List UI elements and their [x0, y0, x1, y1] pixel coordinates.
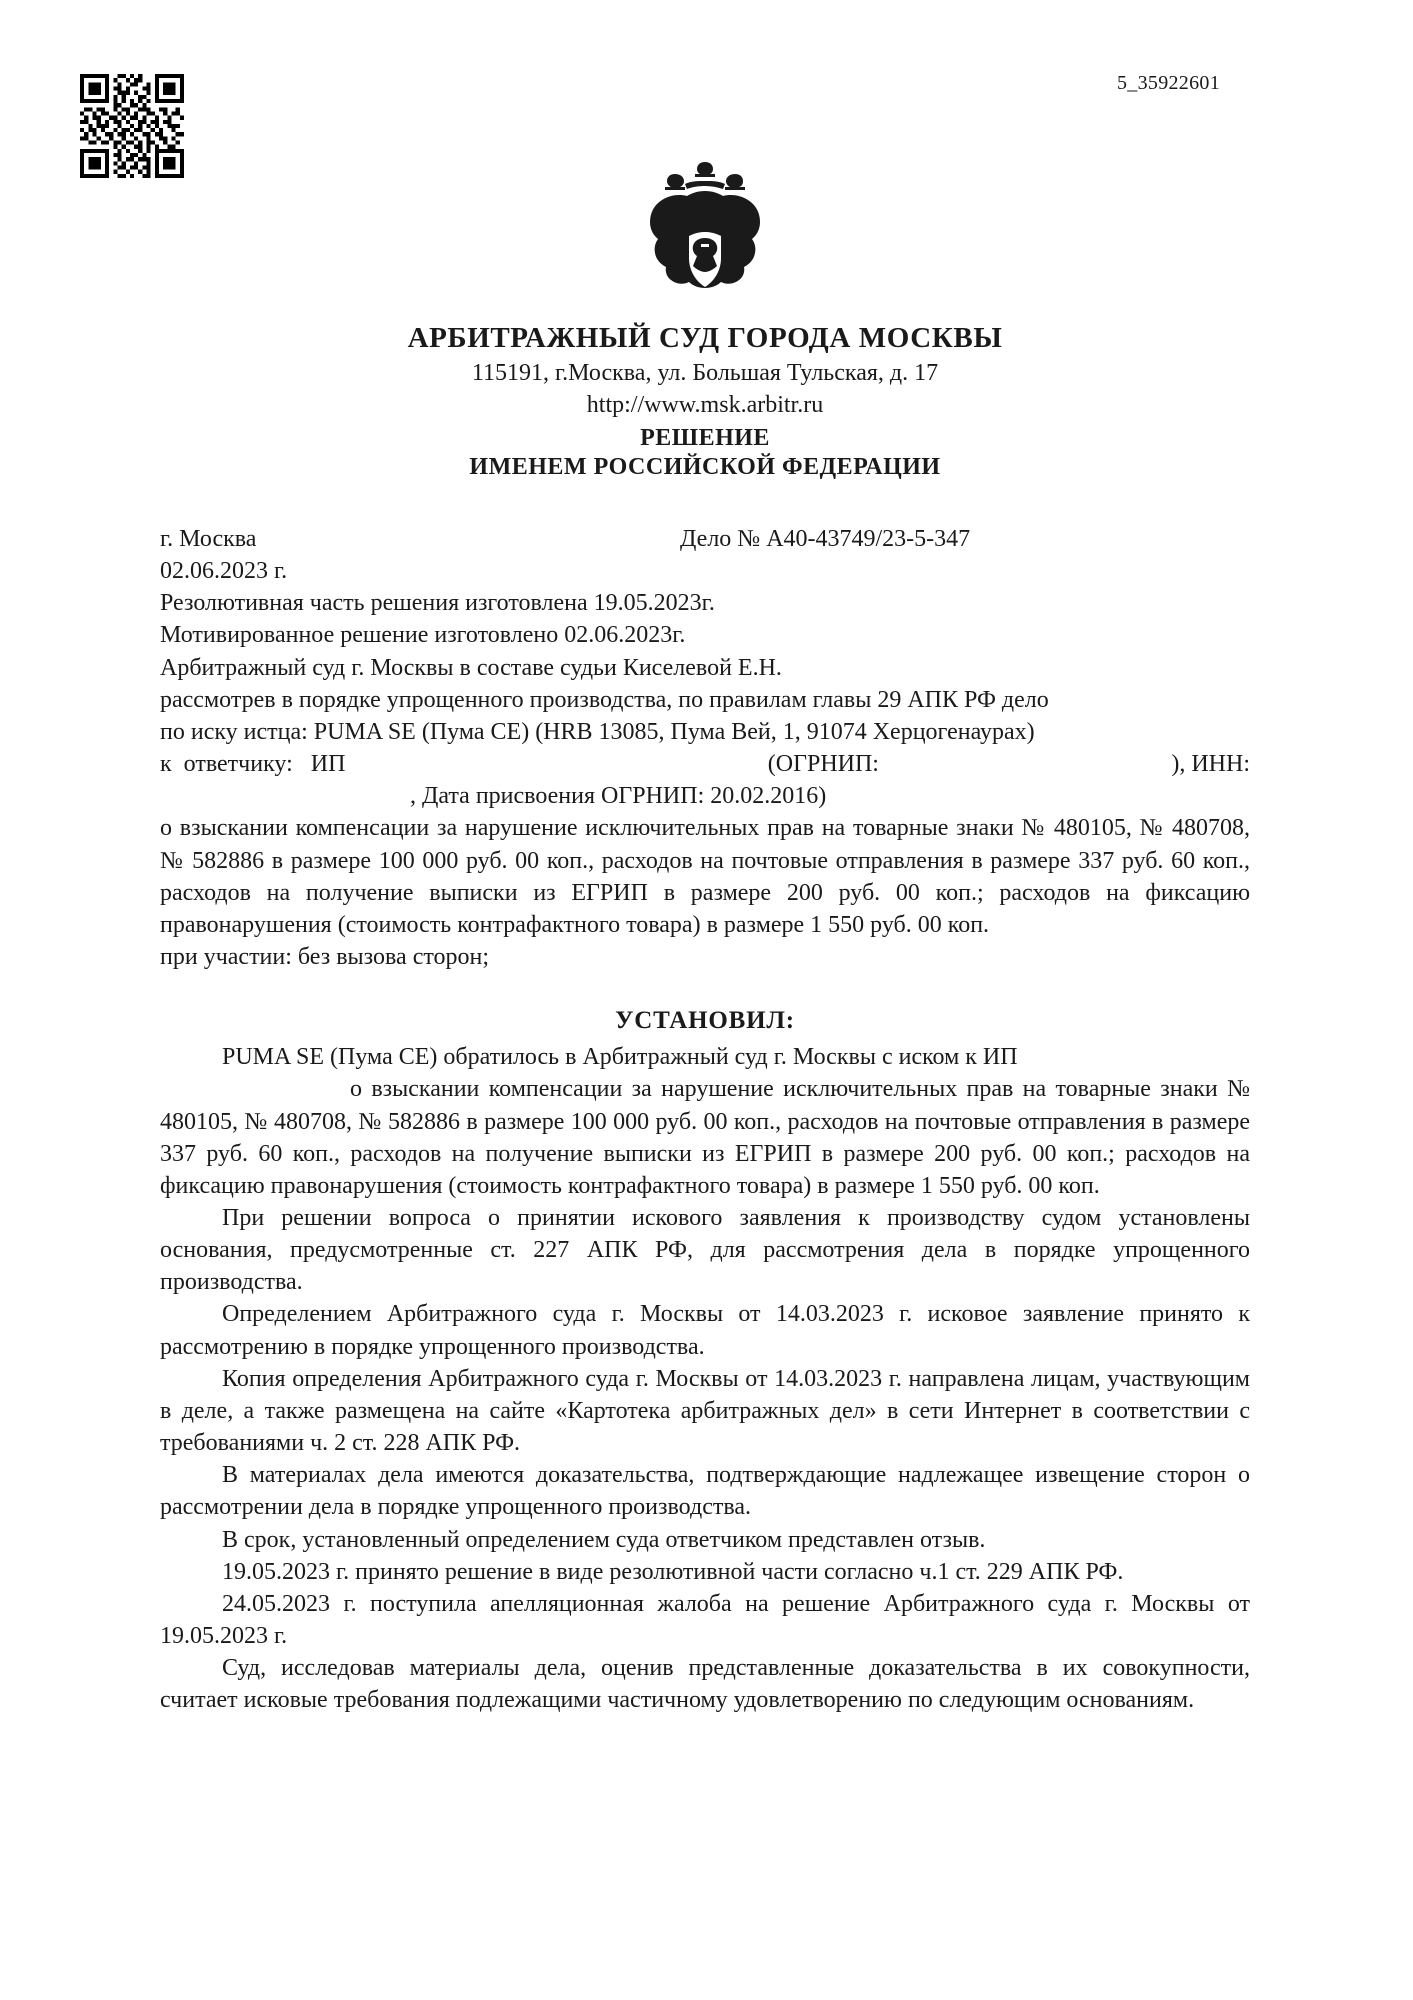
court-address: 115191, г.Москва, ул. Большая Тульская, д. 17	[471, 360, 939, 386]
body-paragraph-3: При решении вопроса о принятии искового заявления к производству судом установлены основания, предусмотренные ст. 227 АПК РФ, для рассмотрения дела в порядке упрощенного производства.	[160, 1204, 1250, 1296]
court-name: АРБИТРАЖНЫЙ СУД ГОРОДА МОСКВЫ	[407, 322, 1003, 354]
respondent-inn-label: ), ИНН:	[1171, 751, 1250, 778]
document-id: 5_35922601	[1117, 72, 1220, 94]
court-composition: Арбитражный суд г. Москвы в составе судьи Киселевой Е.Н.	[160, 654, 782, 681]
document-type: РЕШЕНИЕ	[640, 425, 770, 451]
coat-of-arms-icon	[642, 158, 768, 310]
section-title-ustanovil: УСТАНОВИЛ:	[615, 1007, 795, 1035]
case-number: Дело № А40-43749/23-5-347	[680, 526, 971, 552]
body-paragraph-10: Суд, исследовав материалы дела, оценив представленные доказательства в их совокупности, считает исковые требования подлежащими частичному удовлетворению по следующим основаниям.	[160, 1655, 1250, 1714]
procedure-line: рассмотрев в порядке упрощенного производства, по правилам главы 29 АПК РФ дело	[160, 686, 1049, 713]
participation-line: при участии: без вызова сторон;	[160, 944, 490, 971]
body-paragraph-4: Определением Арбитражного суда г. Москвы от 14.03.2023 г. исковое заявление принято к рассмотрению в порядке упрощенного производства.	[160, 1301, 1250, 1360]
coat-of-arms-wrap	[160, 158, 1250, 318]
body-paragraph-2-text: о взыскании компенсации за нарушение исключительных прав на товарные знаки № 480105, № 480708, № 582886 в размере 100 000 руб. 00 коп., расходов на почтовые отправления в размере 337 руб. 60 коп., расходов на получение выписки из ЕГРИП в размере 200 руб. 00 коп.; расходов на фиксацию правонарушения (стоимость контрафактного товара) в размере 1 550 руб. 00 коп.	[160, 1076, 1250, 1199]
body-paragraph-8: 19.05.2023 г. принято решение в виде резолютивной части согласно ч.1 ст. 229 АПК РФ.	[222, 1558, 1124, 1585]
court-website: http://www.msk.arbitr.ru	[586, 392, 824, 418]
respondent-label: к ответчику: ИП	[160, 751, 346, 778]
respondent-second-line	[160, 780, 1250, 812]
document-header	[160, 60, 1250, 170]
resolutive-date: Резолютивная часть решения изготовлена 19.05.2023г.	[160, 590, 715, 617]
body-paragraph-5: Копия определения Арбитражного суда г. Москвы от 14.03.2023 г. направлена лицам, участвующим в деле, а также размещена на сайте «Картотека арбитражных дел» в сети Интернет в соответствии с требованиями ч. 2 ст. 228 АПК РФ.	[160, 1365, 1250, 1457]
city: г. Москва	[160, 526, 257, 552]
decision-date: 02.06.2023 г.	[160, 558, 288, 585]
case-meta	[160, 523, 1250, 973]
body-paragraph-1: PUMA SE (Пума СЕ) обратилось в Арбитражный суд г. Москвы с иском к ИП	[222, 1044, 1018, 1071]
claim-subject: о взыскании компенсации за нарушение исключительных прав на товарные знаки № 480105, № 480708, № 582886 в размере 100 000 руб. 00 коп., расходов на почтовые отправления в размере 337 руб. 60 коп., расходов на получение выписки из ЕГРИП в размере 200 руб. 00 коп.; расходов на фиксацию правонарушения (стоимость контрафактного товара) в размере 1 550 руб. 00 коп.	[160, 815, 1250, 938]
respondent-line	[160, 748, 1250, 780]
qr-code-icon	[80, 74, 184, 178]
respondent-ogrnip-date: , Дата присвоения ОГРНИП: 20.02.2016)	[410, 783, 827, 810]
plaintiff-line: по иску истца: PUMA SE (Пума СЕ) (HRB 13085, Пума Вей, 1, 91074 Херцогенаурах)	[160, 718, 1035, 745]
body-paragraph-7: В срок, установленный определением суда ответчиком представлен отзыв.	[222, 1526, 986, 1553]
body-paragraph-2	[160, 1073, 1250, 1202]
respondent-ogrnip-label: (ОГРНИП:	[767, 751, 879, 778]
document-content	[160, 60, 1250, 1716]
document-subtype: ИМЕНЕМ РОССИЙСКОЙ ФЕДЕРАЦИИ	[469, 454, 941, 480]
motivated-date: Мотивированное решение изготовлено 02.06.2023г.	[160, 622, 686, 649]
body-paragraph-6: В материалах дела имеются доказательства, подтверждающие надлежащее извещение сторон о рассмотрении дела в порядке упрощенного производства.	[160, 1462, 1250, 1521]
city-case-row	[160, 523, 1250, 555]
body-paragraph-9: 24.05.2023 г. поступила апелляционная жалоба на решение Арбитражного суда г. Москвы от 19.05.2023 г.	[160, 1590, 1250, 1649]
